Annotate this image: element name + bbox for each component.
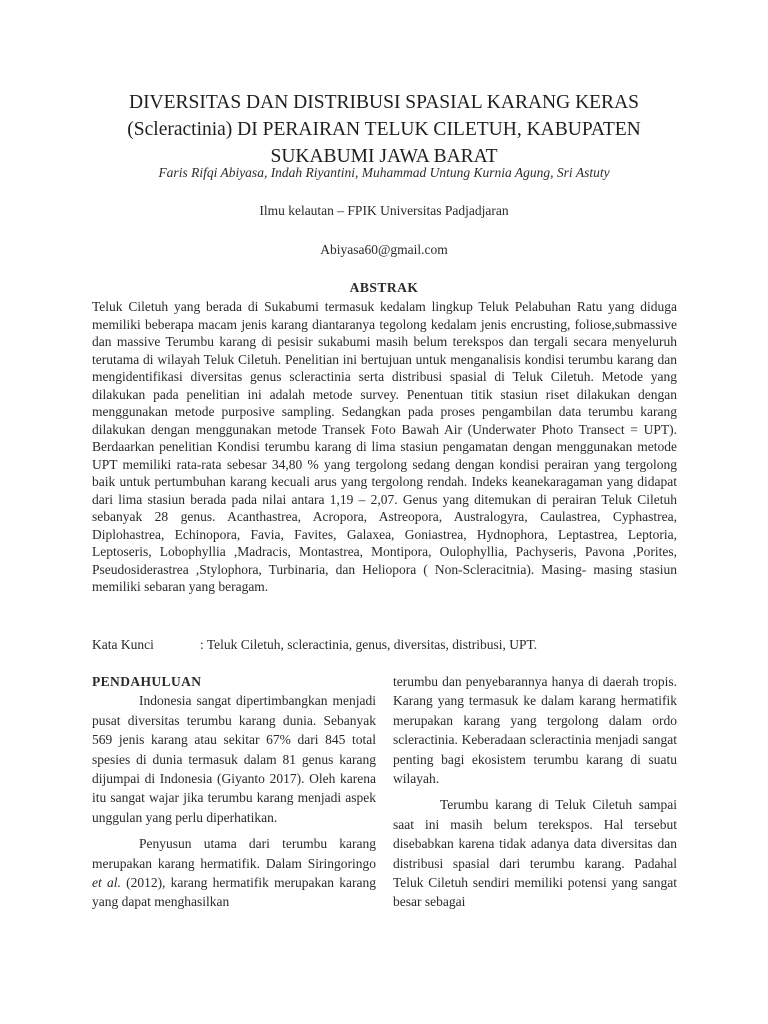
affiliation: Ilmu kelautan – FPIK Universitas Padjadjaran xyxy=(259,203,509,218)
keywords xyxy=(92,637,537,653)
body-paragraph xyxy=(92,834,376,912)
title-line: SUKABUMI JAWA BARAT xyxy=(270,146,498,167)
right-column xyxy=(393,672,677,919)
body-text: Penyusun utama dari terumbu karang merupakan karang hermatifik. Dalam Siringoringo xyxy=(92,836,376,871)
keywords-text: : Teluk Ciletuh, scleractinia, genus, diversitas, distribusi, UPT. xyxy=(200,637,538,652)
citation-etal: et al. xyxy=(92,875,121,891)
title-line: (Scleractinia) DI PERAIRAN TELUK CILETUH, KABUPATEN xyxy=(127,119,641,140)
left-column xyxy=(92,672,376,919)
body-paragraph: Terumbu karang di Teluk Ciletuh sampai saat ini masih belum terekspos. Hal tersebut disebabkan karena tidak adanya data diversitas dan distribusi spasial dari terumbu karang. Padahal Teluk Ciletuh sendiri memiliki potensi yang sangat besar sebagai xyxy=(393,797,677,910)
paper-title xyxy=(80,89,688,170)
abstract-body: Teluk Ciletuh yang berada di Sukabumi termasuk kedalam lingkup Teluk Pelabuhan Ratu yang diduga memiliki beberapa macam jenis karang diantaranya tegolong kedalam jenis encrusting, foliose,submassive dan massive Terumbu karang di pesisir sukabumi masih belum terekspos dan tergali secara menyeluruh terutama di wilayah Teluk Ciletuh. Penelitian ini bertujuan untuk menganalisis kondisi terumbu karang dan mengidentifikasi diversitas genus scleractinia serta distribusi spasial di Teluk Ciletuh. Metode yang dilakukan pada penelitian ini adalah metode survey. Penentuan titik stasiun riset dilakukan dengan menggunakan metode purposive sampling. Sedangkan pada proses pengambilan data terumbu karang dilakukan dengan menggunakan metode Transek Foto Bawah Air (Underwater Photo Transect = UPT). Berdaarkan penelitian Kondisi terumbu karang di lima stasiun pengamatan dengan menggunakan metode UPT memiliki rata-rata sebesar 34,80 % yang tergolong sedang dengan kondisi perairan yang tergolong baik untuk pertumbuhan karang kecuali arus yang tergolong rendah. Indeks keanekaragaman yang didapat dari lima stasiun berada pada nilai antara 1,19 – 2,07. Genus yang ditemukan di perairan Teluk Ciletuh sebanyak 28 genus. Acanthastrea, Acropora, Astreopora, Australogyra, Caulastrea, Cyphastrea, Diplohastrea, Echinopora, Favia, Favites, Galaxea, Goniastrea, Hydnophora, Leptastrea, Leptoria, Leptoseris, Lobophyllia ,Madracis, Montastrea, Montipora, Oulophyllia, Pachyseris, Pavona ,Porites, Pseudosiderastrea ,Stylophora, Turbinaria, dan Heliopora ( Non-Scleracitnia). Masing- masing stasiun memiliki sebaran yang beragam. xyxy=(92,299,677,594)
author-list: Faris Rifqi Abiyasa, Indah Riyantini, Muhammad Untung Kurnia Agung, Sri Astuty xyxy=(158,165,610,180)
contact-email: Abiyasa60@gmail.com xyxy=(320,242,448,257)
body-paragraph: Indonesia sangat dipertimbangkan menjadi pusat diversitas terumbu karang dunia. Sebanyak 569 jenis karang atau sekitar 67% dari 845 total spesies di dunia termasuk dalam 81 genus karang dijumpai di Indonesia (Giyanto 2017). Oleh karena itu sangat wajar jika terumbu karang menjadi aspek unggulan yang perlu diperhatikan. xyxy=(92,693,376,825)
body-text: (2012), karang hermatifik merupakan karang yang dapat menghasilkan xyxy=(92,875,376,910)
intro-heading: PENDAHULUAN xyxy=(92,674,202,689)
keywords-label: Kata Kunci xyxy=(92,637,154,652)
body-paragraph: terumbu dan penyebarannya hanya di daerah tropis. Karang yang termasuk ke dalam karang hermatifik merupakan karang yang tergolong dalam ordo scleractinia. Keberadaan scleractinia menjadi sangat penting bagi ekosistem terumbu karang di suatu wilayah. xyxy=(393,674,677,787)
title-line: DIVERSITAS DAN DISTRIBUSI SPASIAL KARANG KERAS xyxy=(128,92,639,113)
abstract-heading: ABSTRAK xyxy=(349,280,419,295)
